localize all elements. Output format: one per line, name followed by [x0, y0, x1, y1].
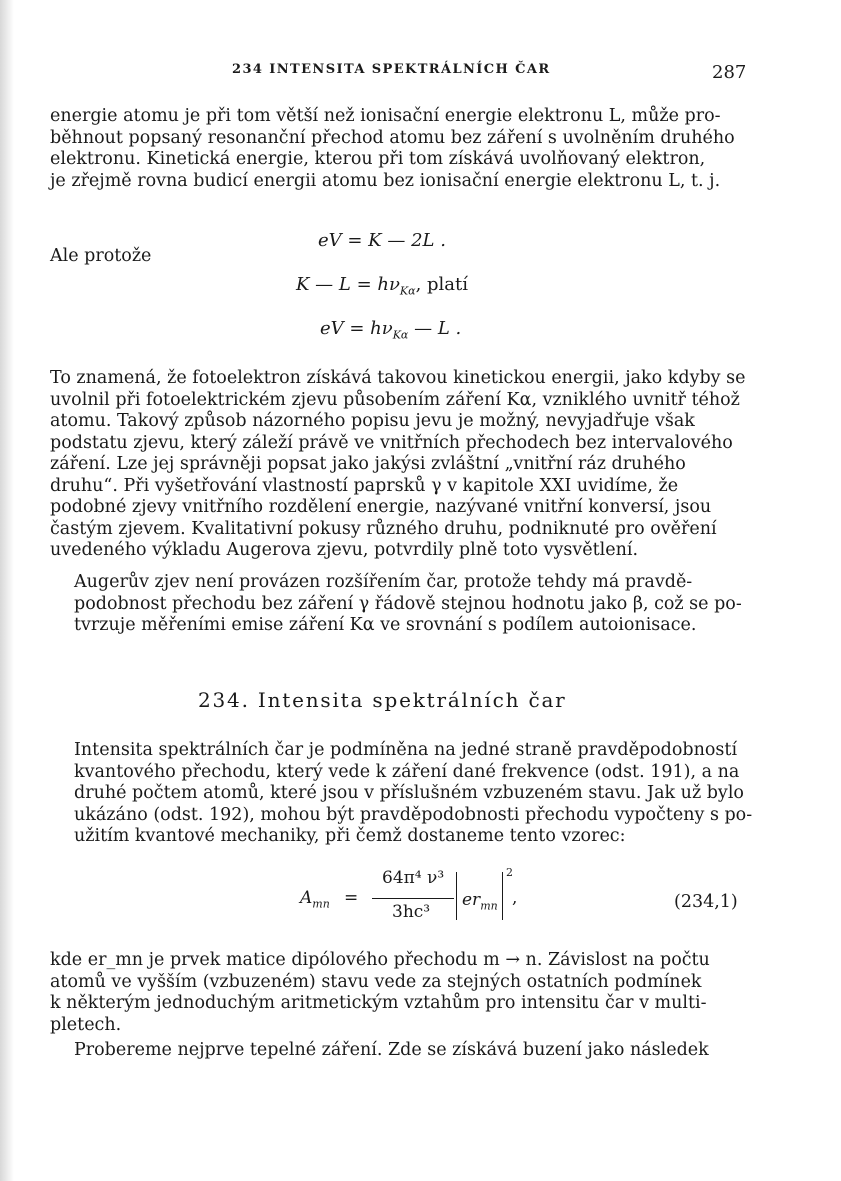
equation-2: [296, 274, 468, 298]
formula-denominator: 3hc³: [392, 902, 431, 922]
formula-equals: =: [344, 888, 359, 908]
abs-bar-right: [502, 872, 503, 920]
formula-lhs-symbol: A: [300, 888, 313, 908]
formula-lead-text: Ale protože: [50, 246, 152, 266]
text-line: k některým jednoduchým aritmetickým vztahům pro intensitu čar v multi-: [50, 993, 707, 1013]
fraction-line: [372, 898, 454, 899]
formula-comma: ,: [512, 888, 518, 908]
text-line: podobnost přechodu bez záření γ řádově stejnou hodnotu jako β, což se po-: [74, 593, 742, 614]
eq2-tail: , platí: [415, 274, 469, 295]
formula-inner-symbol: er: [462, 890, 481, 910]
paragraph-1: [50, 106, 758, 192]
eq3-subscript: Kα: [392, 328, 409, 342]
text-line: Probereme nejprve tepelné záření. Zde se získává buzení jako následek: [74, 1040, 709, 1060]
text-line: energie atomu je při tom větší než ionisační energie elektronu L, může pro-: [50, 106, 721, 126]
text-line: To znamená, že fotoelektron získává takovou kinetickou energii, jako kdyby se: [50, 368, 746, 388]
transition-probability-formula: [300, 868, 540, 932]
text-line: podstatu zjevu, který záleží právě ve vnitřních přechodech bez intervalového: [50, 432, 733, 453]
page-edge-shadow: [0, 0, 14, 1181]
page-number: 287: [712, 62, 747, 83]
eq2-subscript: Kα: [399, 284, 416, 298]
text-line: druhé počtem atomů, které jsou v příslušném vzbuzeném stavu. Jak už bylo: [74, 783, 744, 803]
text-line: ukázáno (odst. 192), mohou být pravděpodobnosti přechodu vypočteny s po-: [74, 804, 753, 825]
eq3-tail: — L .: [408, 318, 462, 339]
paragraph-4: [50, 740, 758, 848]
text-line: kvantového přechodu, který vede k záření dané frekvence (odst. 191), a na: [74, 761, 740, 782]
paragraph-3: [50, 572, 758, 637]
formula-inner: [462, 890, 498, 912]
text-line: častým zjevem. Kvalitativní pokusy různého druhu, podniknuté pro ověření: [50, 518, 717, 539]
paragraph-2: [50, 368, 758, 562]
equation-1: eV = K — 2L .: [318, 230, 446, 251]
text-line: kde er_mn je prvek matice dipólového přechodu m → n. Závislost na počtu: [50, 950, 710, 970]
text-line: užitím kvantové mechaniky, při čemž dostaneme tento vzorec:: [74, 826, 626, 846]
text-line: podobné zjevy vnitřního rozdělení energie, nazývané vnitřní konversí, jsou: [50, 497, 712, 517]
equation-number: (234,1): [674, 892, 738, 912]
text-line: elektronu. Kinetická energie, kterou při tom získává uvolňovaný elektron,: [50, 149, 706, 169]
text-line: Intensita spektrálních čar je podmíněna na jedné straně pravděpodobností: [74, 740, 738, 760]
text-line: Augerův zjev není provázen rozšířením čar, protože tehdy má pravdě-: [74, 572, 693, 592]
formula-lhs-subscript: mn: [312, 897, 330, 911]
text-line: druhu“. Při vyšetřování vlastností paprsků γ v kapitole XXI uvidíme, že: [50, 475, 679, 496]
section-heading: 234. Intensita spektrálních čar: [198, 688, 567, 712]
formula-numerator: 64π⁴ ν³: [382, 868, 445, 888]
eq2-main: K — L = hν: [296, 274, 400, 295]
text-line: tvrzuje měřeními emise záření Kα ve srovnání s podílem autoionisace.: [74, 615, 697, 635]
formula-power: 2: [506, 866, 513, 879]
running-header-title: 234 INTENSITA SPEKTRÁLNÍCH ČAR: [232, 62, 551, 77]
text-line: atomu. Takový způsob názorného popisu jevu je možný, nevyjadřuje však: [50, 411, 695, 431]
formula-lhs: [300, 888, 330, 910]
abs-bar-left: [456, 872, 457, 920]
text-line: je zřejmě rovna budicí energii atomu bez ionisační energie elektronu L, t. j.: [50, 170, 721, 191]
text-line: běhnout popsaný resonanční přechod atomu bez záření s uvolněním druhého: [50, 127, 735, 148]
text-line: pletech.: [50, 1014, 122, 1035]
formula-inner-subscript: mn: [480, 899, 498, 913]
text-line: atomů ve vyšším (vzbuzeném) stavu vede za stejných ostatních podmínek: [50, 971, 702, 992]
text-line: uvolnil při fotoelektrickém zjevu působením záření Kα, vzniklého uvnitř téhož: [50, 389, 740, 410]
paragraph-6: [50, 1040, 758, 1062]
text-line: záření. Lze jej správněji popsat jako jakýsi zvláštní „vnitřní ráz druhého: [50, 454, 686, 474]
text-line: uvedeného výkladu Augerova zjevu, potvrdily plně toto vysvětlení.: [50, 540, 639, 560]
equation-3: [320, 318, 461, 342]
eq3-main: eV = hν: [320, 318, 393, 339]
paragraph-5: [50, 950, 758, 1036]
